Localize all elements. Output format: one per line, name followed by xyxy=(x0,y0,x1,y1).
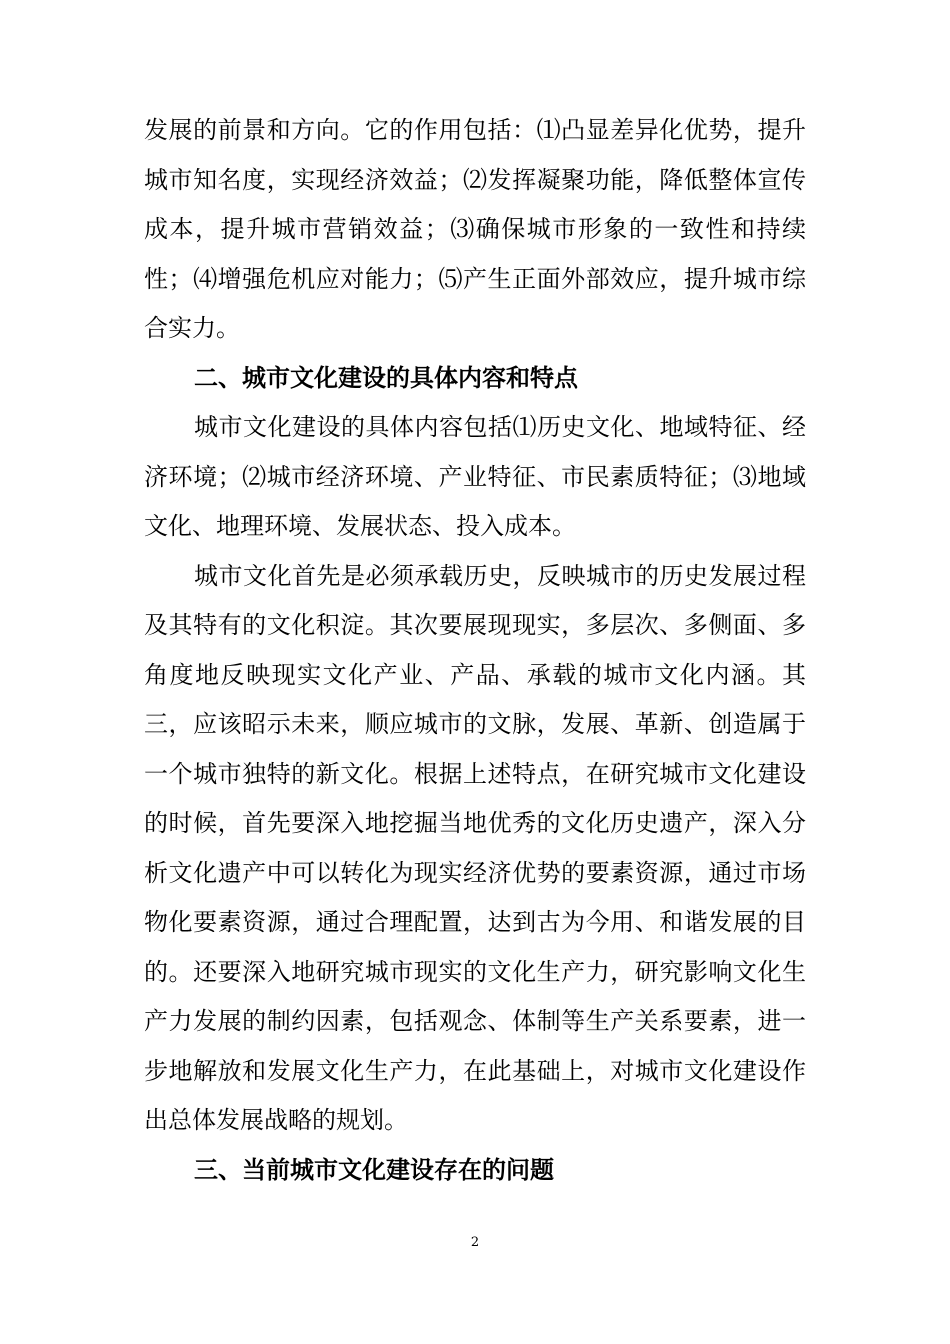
document-body xyxy=(144,106,806,1195)
section-heading-3: 三、当前城市文化建设存在的问题 xyxy=(194,1155,554,1184)
page-number: 2 xyxy=(470,1235,480,1250)
paragraph-content: 城市文化建设的具体内容包括⑴历史文化、地域特征、经济环境；⑵城市经济环境、产业特征、市民素质特征；⑶地域文化、地理环境、发展状态、投入成本。 xyxy=(144,413,806,540)
paragraph-features: 城市文化首先是必须承载历史，反映城市的历史发展过程及其特有的文化积淀。其次要展现现实，多层次、多侧面、多角度地反映现实文化产业、产品、承载的城市文化内涵。其三，应该昭示未来，顺应城市的文脉，发展、革新、创造属于一个城市独特的新文化。根据上述特点，在研究城市文化建设的时候，首先要深入地挖掘当地优秀的文化历史遗产，深入分析文化遗产中可以转化为现实经济优势的要素资源，通过市场物化要素资源，通过合理配置，达到古为今用、和谐发展的目的。还要深入地研究城市现实的文化生产力，研究影响文化生产力发展的制约因素，包括观念、体制等生产关系要素，进一步地解放和发展文化生产力，在此基础上，对城市文化建设作出总体发展战略的规划。 xyxy=(144,561,806,1134)
paragraph-continued: 发展的前景和方向。它的作用包括：⑴凸显差异化优势，提升城市知名度，实现经济效益；⑵发挥凝聚功能，降低整体宣传成本，提升城市营销效益；⑶确保城市形象的一致性和持续性；⑷增强危机应对能力；⑸产生正面外部效应，提升城市综合实力。 xyxy=(144,116,806,342)
section-heading-2: 二、城市文化建设的具体内容和特点 xyxy=(194,363,578,392)
